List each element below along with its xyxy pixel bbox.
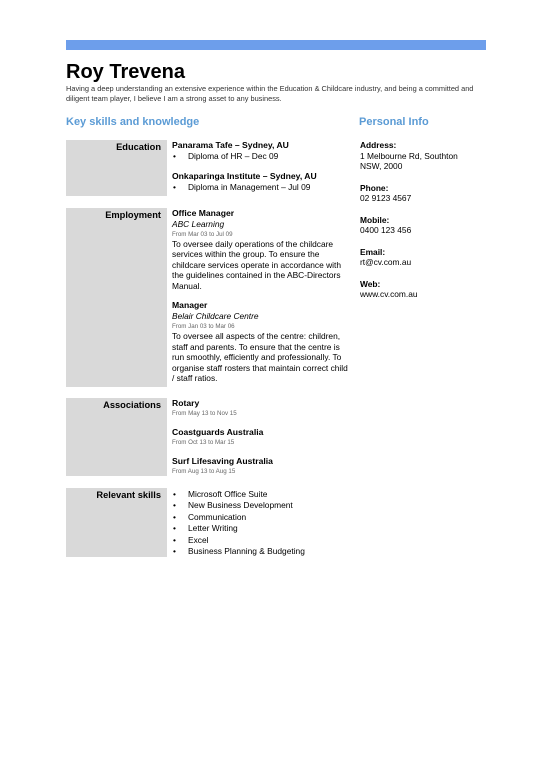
employment-entry (172, 208, 350, 291)
skills-label: Relevant skills (96, 490, 161, 500)
associations-label: Associations (103, 400, 161, 410)
skill-item: • Excel (172, 535, 350, 546)
address-line: 1 Melbourne Rd, Southton (360, 150, 458, 161)
web-block (360, 279, 490, 300)
mobile-label: Mobile: (360, 214, 390, 225)
email-label: Email: (360, 246, 386, 257)
phone-block (360, 183, 490, 204)
job-title: Office Manager (172, 208, 235, 218)
job-description: To oversee daily operations of the childcare services within the group. To ensure the childcare services operate in accordance with the guidelines contained in the ABC-Directors Manual. (172, 238, 341, 291)
skill-item: • Business Planning & Budgeting (172, 546, 350, 557)
association-entry (172, 456, 350, 476)
skills-heading: Key skills and knowledge (66, 116, 200, 128)
email-block (360, 247, 490, 268)
address-label: Address: (360, 140, 397, 150)
candidate-name: Roy Trevena (66, 61, 185, 83)
employer-name: Belair Childcare Centre (172, 311, 259, 322)
phone-label: Phone: (360, 182, 389, 193)
associations-content (172, 398, 350, 476)
employment-entry (172, 300, 350, 383)
skills-list (172, 489, 350, 557)
address-line: NSW, 2000 (360, 161, 403, 171)
skill-item: • Microsoft Office Suite (172, 489, 350, 500)
employer-name: ABC Learning (172, 219, 225, 229)
personal-info-column (360, 140, 490, 311)
associations-label-cell (66, 398, 167, 476)
web-value: www.cv.com.au (360, 289, 418, 299)
association-dates: From May 13 to Nov 15 (172, 410, 237, 417)
association-dates: From Aug 13 to Aug 15 (172, 468, 236, 475)
education-qualification: • Diploma in Management – Jul 09 (172, 182, 350, 193)
education-entry (172, 171, 350, 193)
employment-label-cell (66, 208, 167, 387)
association-name: Coastguards Australia (172, 427, 264, 437)
web-label: Web: (360, 278, 381, 289)
education-label: Education (116, 142, 161, 152)
education-entry (172, 140, 350, 162)
association-name: Rotary (172, 398, 200, 408)
employment-content (172, 208, 350, 384)
employment-dates: From Mar 03 to Jul 09 (172, 230, 233, 238)
education-qualification: • Diploma of HR – Dec 09 (172, 151, 350, 162)
job-description: To oversee all aspects of the centre: children, staff and parents. To ensure that the centre is run smoothly, efficiently and professionally. To organise staff rosters that maintain correct child / staff ratios. (172, 330, 348, 384)
association-entry (172, 398, 350, 418)
skill-item: • Letter Writing (172, 523, 350, 534)
education-label-cell (66, 140, 167, 196)
education-institution: Panarama Tafe – Sydney, AU (172, 140, 289, 150)
skills-label-cell (66, 488, 167, 557)
header-accent-bar (66, 40, 486, 50)
personal-info-heading: Personal Info (359, 116, 429, 128)
skill-item: • New Business Development (172, 500, 350, 511)
education-content (172, 140, 350, 194)
association-name: Surf Lifesaving Australia (172, 456, 273, 466)
employment-dates: From Jan 03 to Mar 06 (172, 322, 235, 330)
skills-content (172, 489, 350, 557)
mobile-value: 0400 123 456 (360, 225, 412, 235)
mobile-block (360, 215, 490, 236)
skill-item: • Communication (172, 512, 350, 523)
education-institution: Onkaparinga Institute – Sydney, AU (172, 171, 317, 182)
profile-summary: Having a deep understanding an extensive experience within the Education & Childcare industry, and being a committed and diligent team player, I believe I am a strong asset to any business. (66, 84, 474, 103)
job-title: Manager (172, 300, 208, 311)
employment-label: Employment (105, 210, 161, 220)
phone-value: 02 9123 4567 (360, 193, 412, 203)
association-entry (172, 427, 350, 447)
email-value: rt@cv.com.au (360, 257, 412, 267)
association-dates: From Oct 13 to Mar 15 (172, 439, 235, 446)
address-block (360, 140, 490, 172)
